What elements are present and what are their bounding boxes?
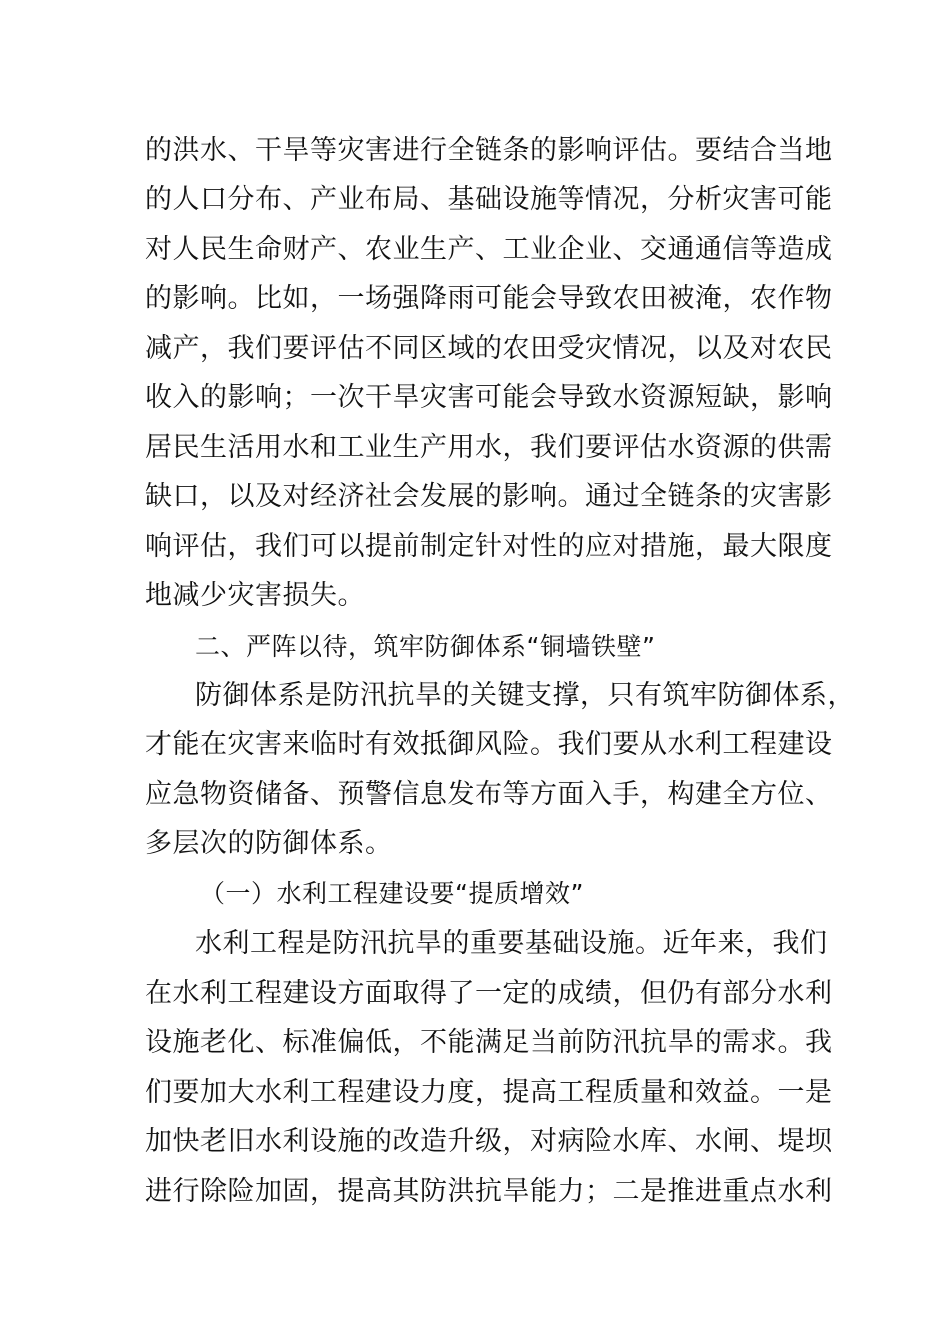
text-line: 设施老化、标准偏低，不能满足当前防汛抗旱的需求。我 bbox=[145, 1027, 833, 1058]
text-line: 应急物资储备、预警信息发布等方面入手，构建全方位、 bbox=[145, 779, 833, 810]
text-line: 在水利工程建设方面取得了一定的成绩，但仍有部分水利 bbox=[145, 978, 833, 1009]
text-line: 收入的影响；一次干旱灾害可能会导致水资源短缺，影响 bbox=[145, 382, 833, 413]
text-line: 的影响。比如，一场强降雨可能会导致农田被淹，农作物 bbox=[145, 283, 833, 314]
subsection-heading: （一）水利工程建设要“提质增效” bbox=[200, 879, 584, 908]
text-line: 地减少灾害损失。 bbox=[145, 580, 365, 611]
text-line: 的洪水、干旱等灾害进行全链条的影响评估。要结合当地 bbox=[145, 135, 833, 166]
text-line: 多层次的防御体系。 bbox=[145, 828, 393, 859]
text-line: 进行除险加固，提高其防洪抗旱能力；二是推进重点水利 bbox=[145, 1176, 833, 1207]
text-line: 的人口分布、产业布局、基础设施等情况，分析灾害可能 bbox=[145, 184, 833, 215]
text-line: 加快老旧水利设施的改造升级，对病险水库、水闸、堤坝 bbox=[145, 1126, 833, 1157]
text-line: 对人民生命财产、农业生产、工业企业、交通通信等造成 bbox=[145, 234, 833, 265]
section-heading: 二、严阵以待，筑牢防御体系“铜墙铁壁” bbox=[195, 632, 656, 661]
text-line: 们要加大水利工程建设力度，提高工程质量和效益。一是 bbox=[145, 1077, 833, 1108]
text-line: 缺口，以及对经济社会发展的影响。通过全链条的灾害影 bbox=[145, 481, 833, 512]
text-line: 减产，我们要评估不同区域的农田受灾情况，以及对农民 bbox=[145, 333, 833, 364]
text-line: 防御体系是防汛抗旱的关键支撑，只有筑牢防御体系， bbox=[195, 680, 855, 711]
text-line: 居民生活用水和工业生产用水，我们要评估水资源的供需 bbox=[145, 432, 833, 463]
text-line: 响评估，我们可以提前制定针对性的应对措施，最大限度 bbox=[145, 531, 833, 562]
text-line: 水利工程是防汛抗旱的重要基础设施。近年来，我们 bbox=[195, 928, 828, 959]
text-line: 才能在灾害来临时有效抵御风险。我们要从水利工程建设 bbox=[145, 729, 833, 760]
